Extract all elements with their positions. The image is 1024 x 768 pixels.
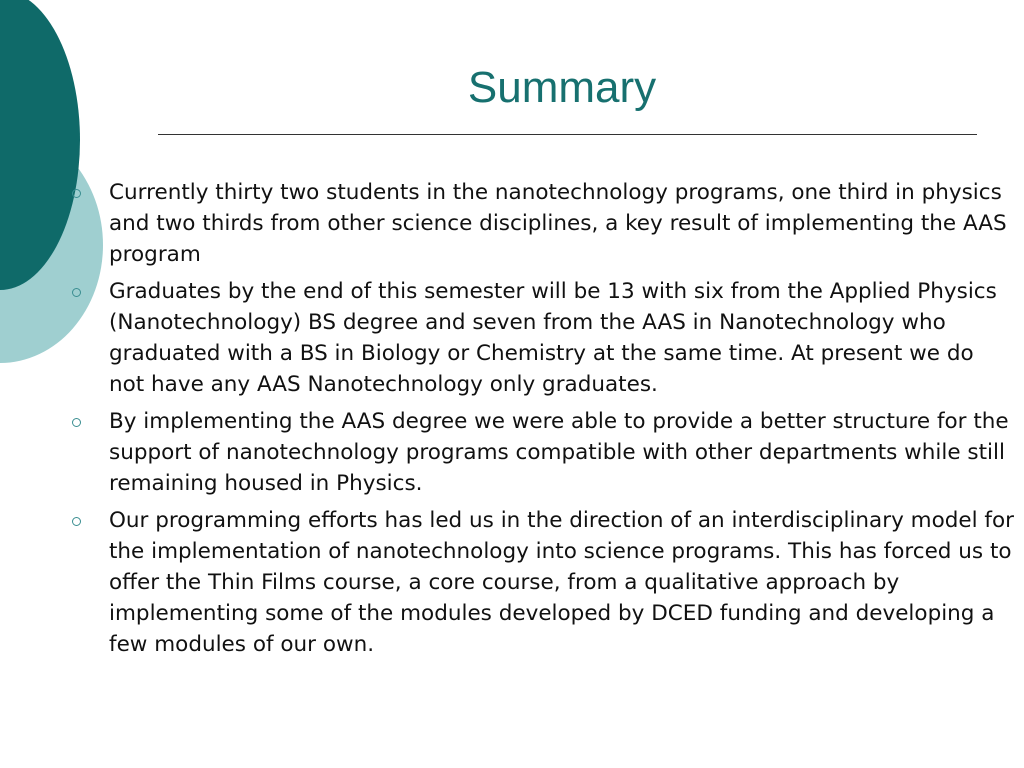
bullet-item: [70, 406, 1015, 499]
circle-bullet-icon: [72, 189, 81, 198]
slide-title: Summary: [467, 63, 657, 112]
bullet-text: Currently thirty two students in the nanotechnology programs, one third in physics and two thirds from other science disciplines, a key result of implementing the AAS program: [109, 180, 1007, 267]
circle-bullet-icon: [72, 418, 81, 427]
circle-bullet-icon: [72, 288, 81, 297]
bullet-item: [70, 276, 1015, 400]
title-divider: [158, 134, 977, 135]
bullet-text: By implementing the AAS degree we were able to provide a better structure for the support of nanotechnology programs compatible with other departments while still remaining housed in Physics.: [109, 409, 1009, 496]
bullet-text: Graduates by the end of this semester will be 13 with six from the Applied Physics (Nanotechnology) BS degree and seven from the AAS in Nanotechnology who graduated with a BS in Biology or Chemistry at the same time. At present we do not have any AAS Nanotechnology only graduates.: [109, 279, 997, 397]
bullet-text: Our programming efforts has led us in the direction of an interdisciplinary model for the implementation of nanotechnology into science programs. This has forced us to offer the Thin Films course, a core course, from a qualitative approach by implementing some of the modules developed by DCED funding and developing a few modules of our own.: [109, 508, 1014, 657]
circle-bullet-icon: [72, 517, 81, 526]
bullet-item: [70, 177, 1015, 270]
bullet-list: [70, 177, 1015, 666]
bullet-item: [70, 505, 1015, 660]
